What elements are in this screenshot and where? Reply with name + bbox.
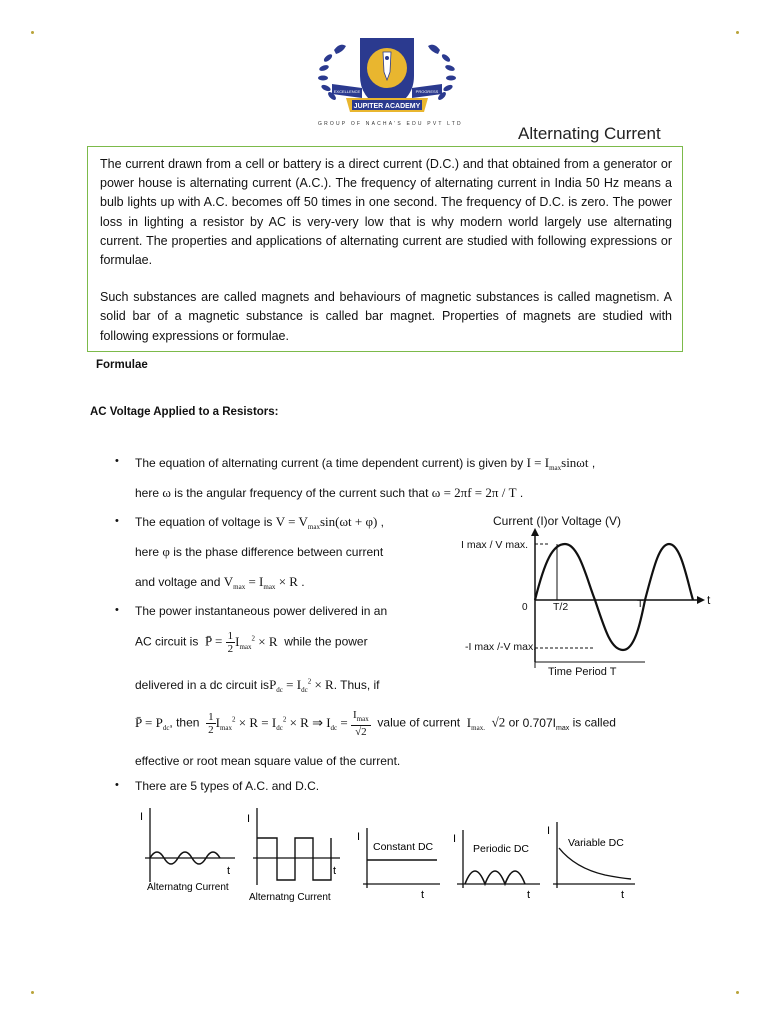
equation: $P_{dc} = I_{dc}^2 \times R$ [269, 677, 334, 694]
half-period-label: T/2 [553, 601, 569, 613]
bullet-text: and voltage and [135, 575, 221, 589]
intro-box [87, 146, 683, 352]
bullet-line [135, 544, 383, 560]
equation: $0.707I_{max}$ [522, 715, 570, 732]
equation: P̄ = $P_{dc}$ [135, 714, 170, 732]
svg-text:I: I [357, 831, 361, 843]
t-axis-label: t [707, 593, 711, 607]
svg-text:Variable DC: Variable DC [568, 837, 624, 849]
svg-text:I: I [247, 813, 251, 825]
bullet-point: • [115, 779, 119, 791]
variable-dc-graph [547, 822, 635, 901]
logo-ribbon-right: PROGRESS [415, 89, 439, 94]
bullet-text: while the power [284, 634, 368, 649]
bullet-text: is the phase difference between current [173, 545, 384, 559]
corner-dot [736, 991, 739, 994]
bullet-point: • [115, 604, 119, 616]
equation: φ [162, 544, 170, 559]
svg-text:Alternatng Current: Alternatng Current [147, 882, 229, 893]
ymax-label: I max / V max. [461, 539, 529, 551]
fraction: $\frac{I_{max}}{√2}$ [353, 709, 369, 738]
bullet-line [135, 754, 400, 768]
diagram-title: Current (I)or Voltage (V) [493, 514, 622, 528]
sine-wave-diagram [455, 510, 720, 680]
equation: $I_{max}^2 \times R$ [235, 633, 278, 651]
period-label: Time Period T [548, 666, 617, 678]
ymin-label: -I max /-V max. [465, 641, 537, 653]
svg-text:t: t [527, 889, 531, 901]
equation: √2 [491, 714, 506, 730]
bullet-text: here [135, 486, 160, 500]
bullet-text: The equation of alternating current (a time dependent current) is given by [135, 456, 524, 470]
intro-paragraph: The current drawn from a cell or battery is a direct current (D.C.) and that obtained from a generator or power house is alternating current (A.C.). The frequency of alternating current in India 50 Hz means a bulb lights up with A.C. becomes off 50 times in one second. The frequency of D.C. is zero. The power loss in lighting a resistor by AC is very-very low that is why modern world largely use alternating current. The properties and applications of alternating current are studied with following expressions or formulae. [100, 157, 672, 268]
bullet-text: here [135, 545, 160, 559]
svg-text:Periodic DC: Periodic DC [473, 843, 530, 855]
bullet-text: There are 5 types of A.C. and D.C. [135, 779, 320, 793]
bullet-text: AC circuit is [135, 634, 199, 649]
corner-dot [736, 31, 739, 34]
svg-text:t: t [333, 865, 337, 877]
svg-text:Alternatng Current: Alternatng Current [249, 892, 331, 903]
bullet-line [135, 709, 616, 738]
jupiter-academy-logo [312, 28, 462, 130]
bullet-text: . Thus, if [333, 678, 380, 692]
bullet-text: The power instantaneous power delivered in an [135, 604, 388, 618]
bullet-line [135, 677, 380, 694]
equation: ω [162, 485, 171, 500]
page-title: Alternating Current [518, 124, 661, 143]
bullet-line [135, 630, 368, 655]
bullet-text: or [508, 715, 520, 730]
bullet-line: here ω is the angular frequency of the current such that ω = 2πf = 2π / T . [135, 485, 524, 500]
bullet-point: • [115, 515, 119, 527]
svg-text:I: I [140, 811, 144, 823]
period-mark-label: T [637, 598, 644, 610]
bullet-line: The equation of alternating current (a time dependent current) is given by $I = I_{max}\sin\omega t$ , [135, 455, 596, 472]
corner-dot [31, 991, 34, 994]
y-axis-arrow [531, 528, 539, 536]
svg-text:I: I [547, 825, 551, 837]
intro-paragraph: Such substances are called magnets and behaviours of magnetic substances is called magnetism. A solid bar of a magnetic substance is called bar magnet. Properties of magnets are studied with following expressions or formulae. [100, 290, 672, 343]
current-types-diagram [135, 800, 645, 912]
bullet-text: , then [169, 715, 200, 730]
bullet-text: delivered in a dc circuit is [135, 678, 270, 692]
ac-square-graph [247, 808, 340, 903]
svg-text:I: I [453, 833, 457, 845]
bullet-line: The equation of voltage is $V = V_{max}\sin(\omega t + \varphi)$ , [135, 514, 384, 531]
bullet-text: is called [572, 715, 616, 730]
svg-text:Constant DC: Constant DC [373, 841, 434, 853]
svg-text:t: t [621, 889, 625, 901]
bullet-text: value of current [377, 715, 461, 730]
equation: $V_{max} = I_{max} \times R$ [223, 574, 298, 591]
fraction: $\frac{1}{2}$ [208, 711, 214, 736]
section-heading-formulae: Formulae [96, 359, 148, 371]
svg-text:t: t [421, 889, 425, 901]
svg-text:t: t [227, 865, 231, 877]
t-axis-arrow [697, 596, 705, 604]
bullet-text: effective or root mean square value of the current. [135, 754, 401, 768]
bullet-text: is the angular frequency of the current such that [174, 486, 429, 500]
equation: P̄ = [205, 633, 226, 649]
bullet-line: and voltage and $V_{max} = I_{max} \times R$ . [135, 574, 305, 591]
section-heading-ac-resistor: AC Voltage Applied to a Resistors: [90, 406, 279, 418]
corner-dot [31, 31, 34, 34]
origin-label: 0 [522, 602, 528, 613]
equation: ω = 2πf = 2π / T [431, 485, 517, 500]
logo-tagline: GROUP OF NACHA'S EDU PVT LTD [318, 121, 463, 127]
bullet-point: • [115, 455, 119, 467]
bullet-text: The equation of voltage is [135, 515, 273, 529]
equation: $V = V_{max}\sin(\omega t + \varphi)$ [275, 514, 378, 531]
logo-banner-text: JUPITER ACADEMY [353, 103, 421, 110]
equation: $I_{max}^2 \times R = I_{dc}^2 \times R$ ⇒ $I_{dc}$ = [215, 714, 351, 732]
ac-sine-graph [140, 808, 235, 893]
periodic-dc-graph [453, 830, 540, 901]
logo-ribbon-left: EXCELLENCE [333, 89, 361, 94]
equation: $I_{max.}$ [466, 714, 485, 732]
bullet-line [135, 604, 387, 618]
equation: $I = I_{max}\sin\omega t$ [526, 455, 589, 472]
sine-curve [535, 544, 693, 650]
fraction: $\frac{1}{2}$ [227, 630, 234, 655]
bullet-line [135, 779, 319, 793]
constant-dc-graph [357, 828, 440, 901]
